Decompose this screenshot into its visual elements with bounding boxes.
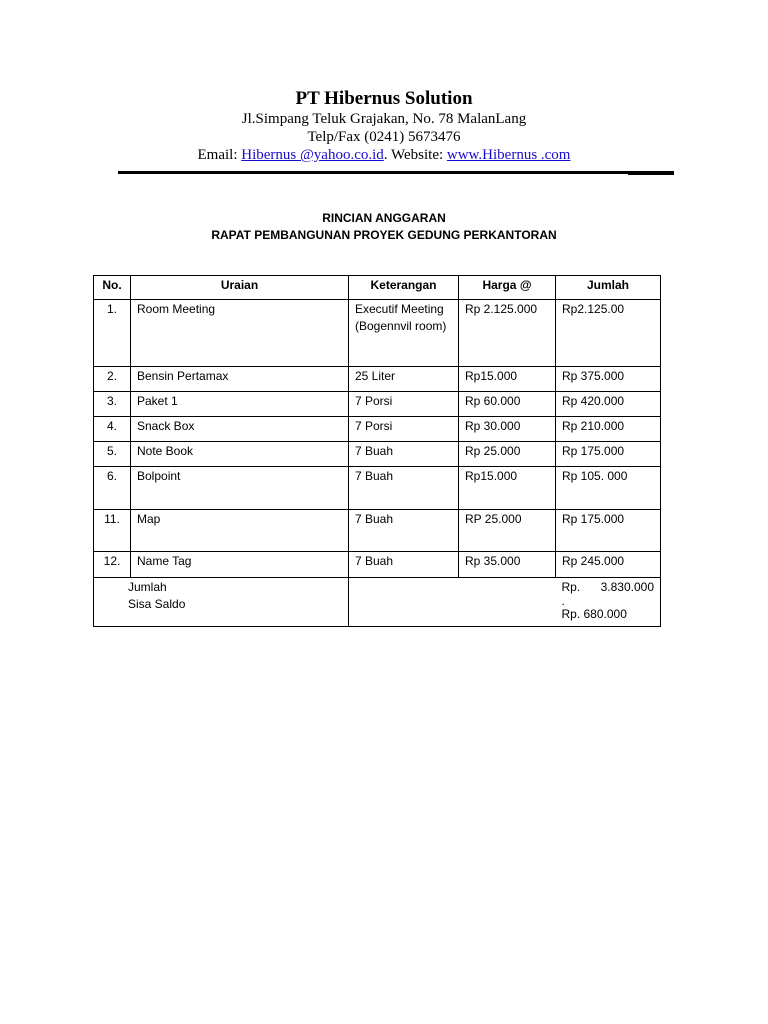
footer-jumlah-label: Jumlah [128, 580, 167, 594]
footer-sisa-value: Rp. 680.000 [561, 606, 627, 621]
table-row [94, 510, 661, 552]
row-harga: Rp15.000 [459, 467, 556, 510]
footer-labels [94, 578, 349, 627]
row-uraian: Room Meeting [131, 300, 349, 367]
row-jumlah: Rp 175.000 [556, 510, 661, 552]
header-keterangan: Keterangan [349, 276, 459, 300]
row-keterangan: 7 Buah [349, 552, 459, 578]
footer-total-prefix: Rp. [561, 580, 581, 594]
table-row [94, 367, 661, 392]
table-row [94, 442, 661, 467]
row-harga: Rp15.000 [459, 367, 556, 392]
budget-table [93, 275, 661, 627]
email-label: Email: [197, 147, 242, 163]
footer-empty [349, 578, 556, 627]
row-no: 2. [94, 367, 131, 392]
company-address: Jl.Simpang Teluk Grajakan, No. 78 MalanLang [241, 111, 527, 127]
letterhead-divider [118, 171, 674, 174]
email-link[interactable]: Hibernus @yahoo.co.id [241, 147, 384, 163]
header-uraian: Uraian [131, 276, 349, 300]
row-no: 6. [94, 467, 131, 510]
footer-values [556, 578, 661, 627]
row-keterangan: 7 Buah [349, 510, 459, 552]
row-no: 4. [94, 417, 131, 442]
row-keterangan: 7 Buah [349, 467, 459, 510]
company-contact [0, 146, 768, 164]
row-jumlah: Rp 420.000 [556, 392, 661, 417]
letterhead [0, 88, 768, 164]
row-jumlah: Rp 105. 000 [556, 467, 661, 510]
table-row [94, 552, 661, 578]
footer-sisa-label: Sisa Saldo [128, 596, 186, 611]
row-no: 1. [94, 300, 131, 367]
table-row [94, 392, 661, 417]
row-harga: RP 25.000 [459, 510, 556, 552]
row-uraian: Name Tag [131, 552, 349, 578]
row-jumlah: Rp2.125.00 [556, 300, 661, 367]
row-no: 3. [94, 392, 131, 417]
row-keterangan: Executif Meeting (Bogennvil room) [349, 300, 459, 367]
header-harga: Harga @ [459, 276, 556, 300]
row-keterangan: 7 Porsi [349, 417, 459, 442]
row-keterangan: 25 Liter [349, 367, 459, 392]
footer-total-tail: . [561, 593, 565, 608]
letterhead-divider-accent [628, 173, 674, 175]
row-harga: Rp 30.000 [459, 417, 556, 442]
row-jumlah: Rp 245.000 [556, 552, 661, 578]
document-title: RINCIAN ANGGARAN [322, 211, 446, 225]
row-uraian: Bolpoint [131, 467, 349, 510]
row-uraian: Bensin Pertamax [131, 367, 349, 392]
row-harga: Rp 35.000 [459, 552, 556, 578]
table-row [94, 300, 661, 367]
header-jumlah: Jumlah [556, 276, 661, 300]
row-uraian: Note Book [131, 442, 349, 467]
row-jumlah: Rp 210.000 [556, 417, 661, 442]
row-harga: Rp 60.000 [459, 392, 556, 417]
row-keterangan: 7 Buah [349, 442, 459, 467]
row-keterangan: 7 Porsi [349, 392, 459, 417]
row-harga: Rp 25.000 [459, 442, 556, 467]
company-name: PT Hibernus Solution [295, 88, 473, 109]
row-no: 5. [94, 442, 131, 467]
footer-total-value: 3.830.000 [600, 580, 654, 594]
website-link[interactable]: www.Hibernus .com [446, 147, 571, 163]
website-label: . Website: [383, 147, 447, 163]
row-uraian: Map [131, 510, 349, 552]
table-row [94, 467, 661, 510]
table-row [94, 417, 661, 442]
row-uraian: Paket 1 [131, 392, 349, 417]
row-uraian: Snack Box [131, 417, 349, 442]
header-no: No. [94, 276, 131, 300]
row-no: 12. [94, 552, 131, 578]
document-subtitle: RAPAT PEMBANGUNAN PROYEK GEDUNG PERKANTORAN [211, 228, 557, 242]
row-harga: Rp 2.125.000 [459, 300, 556, 367]
row-jumlah: Rp 175.000 [556, 442, 661, 467]
table-footer-row [94, 578, 661, 627]
footer-total [562, 579, 655, 596]
row-jumlah: Rp 375.000 [556, 367, 661, 392]
row-no: 11. [94, 510, 131, 552]
company-phone: Telp/Fax (0241) 5673476 [307, 129, 461, 145]
table-header-row [94, 276, 661, 300]
